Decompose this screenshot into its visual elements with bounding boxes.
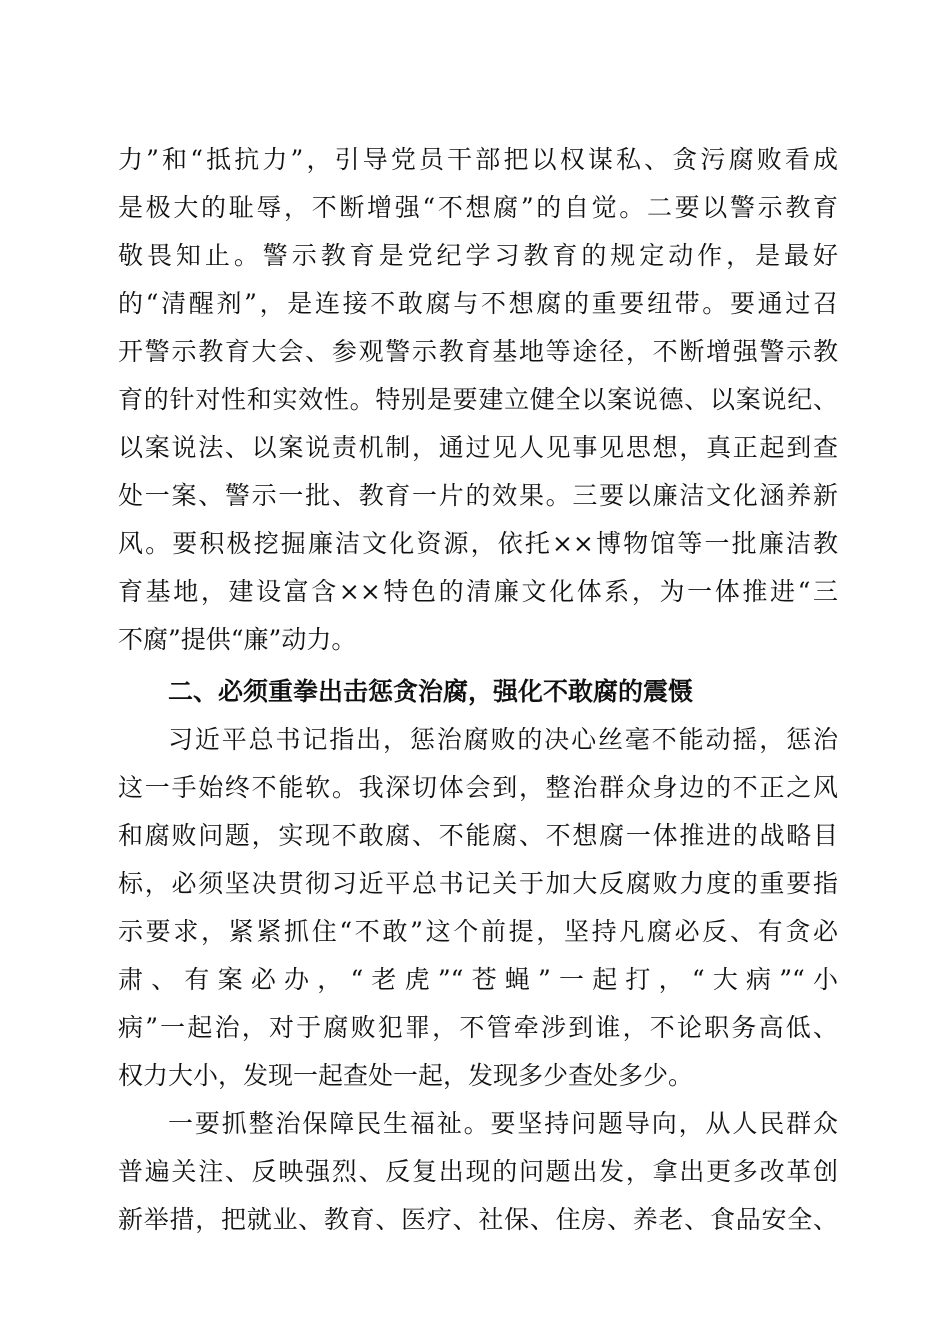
section-heading: 二、必须重拳出击惩贪治腐，强化不敢腐的震慑 — [168, 677, 694, 706]
text-line: 这一手始终不能软。我深切体会到，整治群众身边的不正之风 — [118, 773, 838, 802]
text-line: 习近平总书记指出，惩治腐败的决心丝毫不能动摇，惩治 — [168, 725, 838, 754]
text-line: 的“清醒剂”，是连接不敢腐与不想腐的重要纽带。要通过召 — [118, 289, 838, 318]
text-line: 病”一起治，对于腐败犯罪，不管牵涉到谁，不论职务高低、 — [118, 1013, 838, 1042]
text-line: 和腐败问题，实现不敢腐、不能腐、不想腐一体推进的战略目 — [118, 821, 838, 850]
text-line: 肃、有案必办，“老虎”“苍蝇”一起打，“大病”“小 — [118, 965, 838, 994]
text-line: 一要抓整治保障民生福祉。要坚持问题导向，从人民群众 — [168, 1109, 838, 1138]
text-line: 不腐”提供“廉”动力。 — [118, 625, 357, 654]
text-line: 标，必须坚决贯彻习近平总书记关于加大反腐败力度的重要指 — [118, 869, 838, 898]
text-line: 处一案、警示一批、教育一片的效果。三要以廉洁文化涵养新 — [118, 481, 838, 510]
text-line: 以案说法、以案说责机制，通过见人见事见思想，真正起到查 — [118, 433, 838, 462]
text-line: 是极大的耻辱，不断增强“不想腐”的自觉。二要以警示教育 — [118, 193, 838, 222]
text-line: 敬畏知止。警示教育是党纪学习教育的规定动作，是最好 — [118, 241, 838, 270]
text-line: 开警示教育大会、参观警示教育基地等途径，不断增强警示教 — [118, 337, 838, 366]
text-line: 普遍关注、反映强烈、反复出现的问题出发，拿出更多改革创 — [118, 1157, 838, 1186]
text-line: 育基地，建设富含××特色的清廉文化体系，为一体推进“三 — [118, 577, 838, 606]
text-line: 力”和“抵抗力”，引导党员干部把以权谋私、贪污腐败看成 — [118, 145, 838, 174]
text-line: 权力大小，发现一起查处一起，发现多少查处多少。 — [118, 1061, 694, 1090]
text-line: 育的针对性和实效性。特别是要建立健全以案说德、以案说纪、 — [118, 385, 838, 414]
text-line: 示要求，紧紧抓住“不敢”这个前提，坚持凡腐必反、有贪必 — [118, 917, 838, 946]
text-line: 新举措，把就业、教育、医疗、社保、住房、养老、食品安全、 — [118, 1205, 838, 1234]
text-line: 风。要积极挖掘廉洁文化资源，依托××博物馆等一批廉洁教 — [118, 529, 838, 558]
